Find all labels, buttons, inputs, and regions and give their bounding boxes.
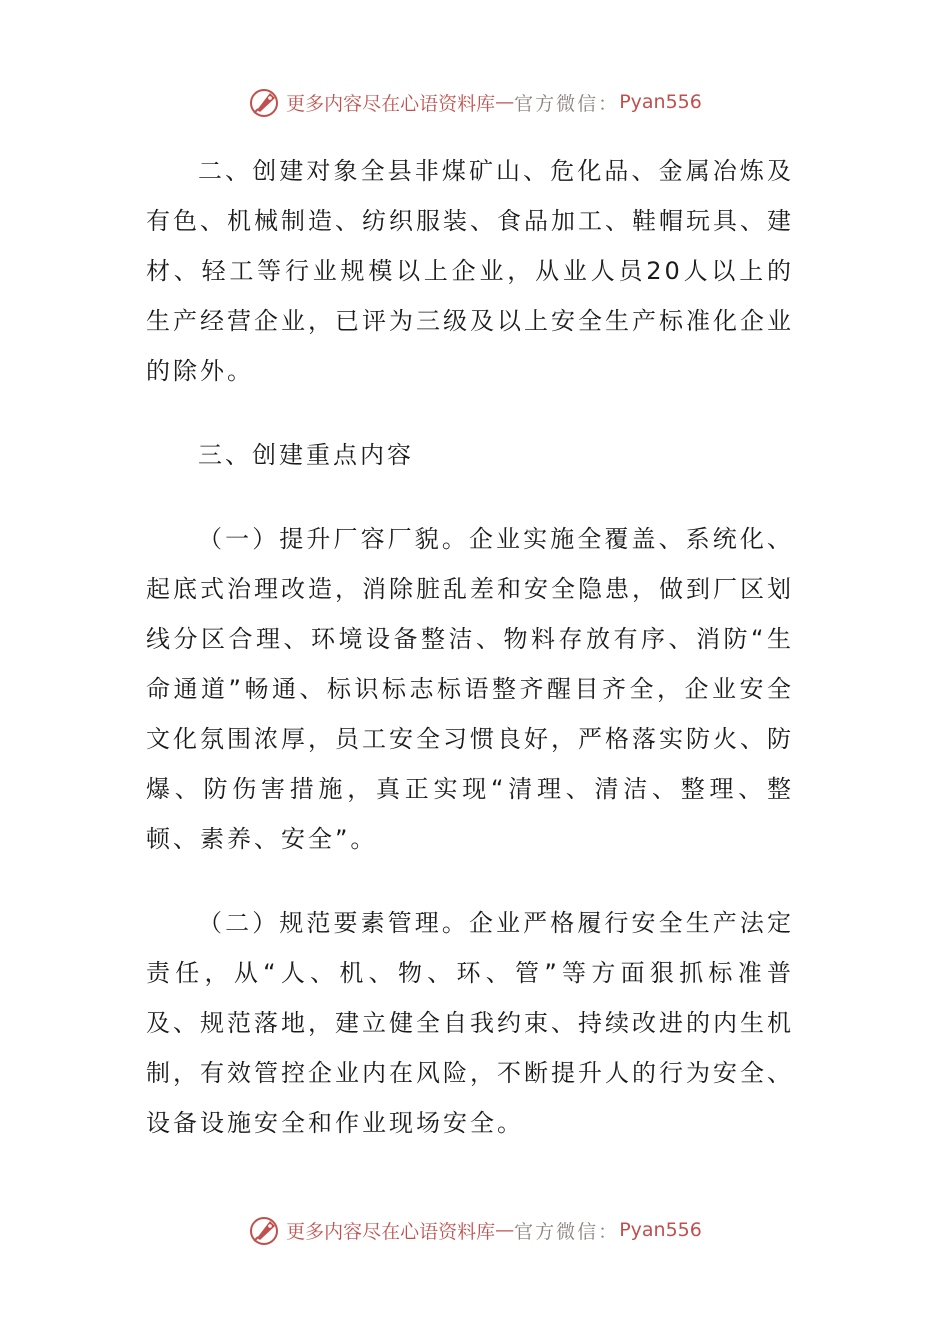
section-heading-key-content: 三、创建重点内容 [198, 441, 414, 469]
document-body [146, 146, 794, 1148]
wechat-id: Pyan556 [619, 1219, 702, 1241]
banner-dash: — [495, 91, 515, 113]
banner-dash: — [495, 1219, 515, 1241]
official-label: 官方微信： [514, 1220, 620, 1243]
site-name: 更多内容尽在心语资料库 [286, 1220, 496, 1243]
paragraph-element-management: （二）规范要素管理。企业严格履行安全生产法定责任，从“人、机、物、环、管”等方面狠抓标准普及、规范落地，建立健全自我约束、持续改进的内生机制，有效管控企业内在风险，不断提升人的行为安全、设备设施安全和作业现场安全。 [146, 909, 794, 1137]
footer-banner [0, 1208, 950, 1252]
paragraph-factory-appearance: （一）提升厂容厂貌。企业实施全覆盖、系统化、起底式治理改造，消除脏乱差和安全隐患，做到厂区划线分区合理、环境设备整洁、物料存放有序、消防“生命通道”畅通、标识标志标语整齐醒目齐全，企业安全文化氛围浓厚，员工安全习惯良好，严格落实防火、防爆、防伤害措施，真正实现“清理、清洁、整理、整顿、素养、安全”。 [146, 525, 794, 853]
header-banner [0, 80, 950, 124]
pen-nib-icon [248, 1213, 282, 1247]
site-name: 更多内容尽在心语资料库 [286, 92, 496, 115]
paragraph-creation-targets: 二、创建对象全县非煤矿山、危化品、金属冶炼及有色、机械制造、纺织服装、食品加工、鞋帽玩具、建材、轻工等行业规模以上企业，从业人员20人以上的生产经营企业，已评为三级及以上安全生产标准化企业的除外。 [146, 157, 794, 385]
official-label: 官方微信： [514, 92, 620, 115]
wechat-id: Pyan556 [619, 91, 702, 113]
pen-nib-icon [248, 85, 282, 119]
